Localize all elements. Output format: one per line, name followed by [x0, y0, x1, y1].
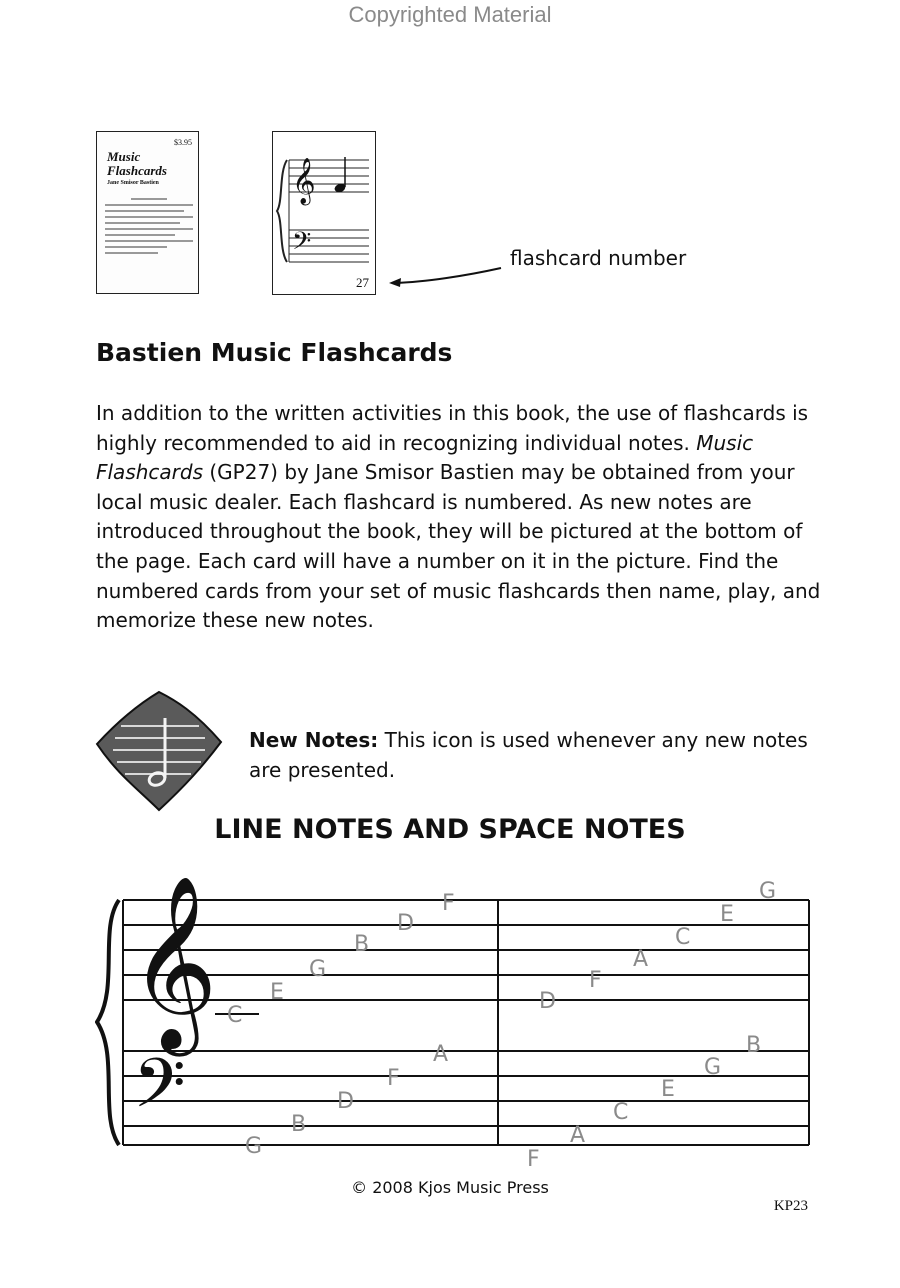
- copyright-notice: © 2008 Kjos Music Press: [351, 1178, 549, 1197]
- bass-clef-icon: 𝄢: [133, 1045, 186, 1140]
- note-letter: B: [746, 1033, 762, 1058]
- flashcard-number-label: flashcard number: [510, 246, 687, 270]
- note-letter: D: [337, 1089, 354, 1114]
- note-letter: B: [354, 932, 370, 957]
- grand-staff: [95, 858, 815, 1168]
- note-letter: C: [675, 925, 691, 950]
- note-letter: D: [397, 911, 414, 936]
- note-letter: G: [759, 879, 777, 904]
- cover-title-line1: Music: [107, 149, 141, 164]
- note-letter: A: [433, 1042, 449, 1067]
- note-letter: E: [270, 980, 284, 1005]
- treble-clef-icon: 𝄞: [129, 875, 218, 1049]
- cover-price: $3.95: [174, 138, 192, 147]
- staff-title: LINE NOTES AND SPACE NOTES: [214, 814, 686, 845]
- body-text-part1: In addition to the written activities in this book, the use of flashcards is highly recommended to aid in recognizing individual notes.: [96, 401, 809, 455]
- section-title: Bastien Music Flashcards: [96, 338, 453, 367]
- flashcard-number: 27: [356, 275, 369, 290]
- note-letter: F: [589, 968, 602, 993]
- note-letter: G: [309, 957, 327, 982]
- svg-text:𝄢: 𝄢: [292, 227, 312, 262]
- arrow-left-icon: [385, 262, 505, 292]
- note-letter: A: [633, 947, 649, 972]
- note-letter: E: [720, 902, 734, 927]
- book-code: KP23: [773, 1198, 808, 1214]
- body-paragraph: [96, 399, 826, 636]
- note-letter: F: [527, 1147, 540, 1168]
- cover-fine-print: [105, 194, 193, 258]
- note-letter: F: [442, 891, 455, 916]
- note-letter: G: [704, 1055, 722, 1080]
- sample-flashcard: [272, 131, 376, 295]
- copyright-watermark: Copyrighted Material: [348, 2, 552, 27]
- book-title: Music Flashcards: [96, 430, 754, 485]
- cover-title-line2: Flashcards: [107, 163, 167, 178]
- note-letter: E: [661, 1077, 675, 1102]
- note-letter: G: [245, 1134, 263, 1159]
- body-text-part2: (GP27) by Jane Smisor Bastien may be obtained from your local music dealer. Each flashcard is numbered. As new notes are introduced throughout the book, they will be pictured at the bottom of the page. Each card will have a number on it in the picture. Find the numbered cards from your set of music flashcards then name, play, and memorize these new notes.: [96, 460, 821, 633]
- new-notes-description: [249, 725, 809, 785]
- new-notes-icon: [95, 690, 225, 816]
- flashcard-box-cover: [96, 131, 199, 294]
- new-notes-label: New Notes:: [249, 728, 379, 752]
- new-notes-text: This icon is used whenever any new notes are presented.: [249, 728, 808, 782]
- note-letter: C: [613, 1100, 629, 1125]
- note-letter: D: [539, 989, 556, 1014]
- cover-title: [107, 150, 193, 178]
- cover-author: Jane Smisor Bastien: [107, 180, 159, 186]
- note-letter: A: [570, 1123, 586, 1148]
- note-letter: B: [291, 1112, 307, 1137]
- svg-text:𝄞: 𝄞: [292, 158, 316, 204]
- note-letter: F: [387, 1066, 400, 1091]
- flashcard-staff-drawing: [273, 132, 374, 293]
- note-letter: C: [227, 1003, 243, 1028]
